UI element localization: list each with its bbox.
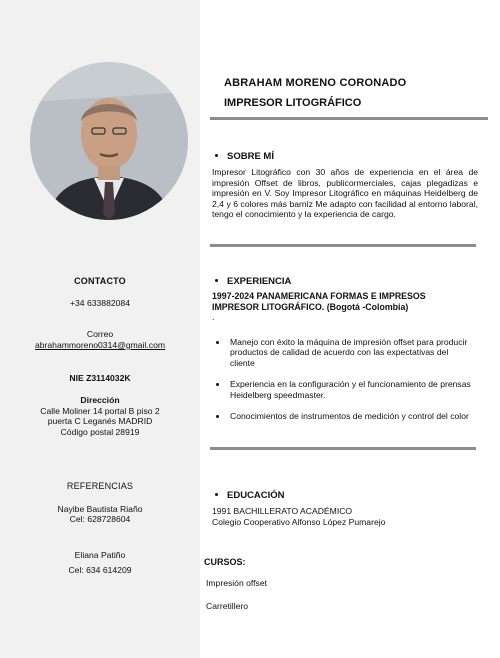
job-dates-company: 1997-2024 PANAMERICANA FORMAS E IMPRESOS [212, 291, 426, 301]
candidate-title: IMPRESOR LITOGRÁFICO [224, 97, 362, 109]
about-text: Impresor Litográfico con 30 años de experiencia en el área de impresión Offset de libros, publicormerciales, cajas plegadizas e impresión en V. Soy Impresor Litográfico en máquinas Heidelberg de 2,4 y 6 colores más barniz Me adapto con facilidad al entorno laboral, tengo el conocimiento y la experiencia de cargo. [212, 167, 478, 220]
address-line: Código postal 28919 [60, 426, 140, 437]
about-divider [210, 244, 476, 247]
education-degree: 1991 BACHILLERATO ACADÉMICO [212, 506, 353, 516]
list-item: Experiencia en la configuración y el funcionamiento de prensas Heidelberg speedmaster. [212, 379, 474, 400]
bullet-icon [215, 279, 218, 282]
contact-phone: +34 633882084 [70, 297, 130, 308]
experience-divider [210, 447, 476, 450]
email-label: Correo [86, 329, 114, 340]
address-label: Dirección [80, 394, 120, 405]
references-section [0, 481, 200, 576]
about-heading: SOBRE MÍ [215, 151, 274, 162]
contact-section [0, 276, 200, 437]
email-link[interactable]: abrahammoreno0314@gmail.com [34, 339, 166, 350]
experience-heading: EXPERIENCIA [215, 276, 291, 287]
job-role: IMPRESOR LITOGRÁFICO. (Bogotá -Colombia) [212, 301, 409, 312]
nie-number: NIE Z3114032K [69, 373, 131, 384]
experience-list [212, 337, 474, 432]
reference-phone: Cel: 628728604 [69, 514, 131, 525]
address-line: puerta C Leganés MADRID [47, 416, 153, 427]
bullet-icon [215, 154, 218, 157]
bullet-icon [215, 493, 218, 496]
reference-phone: Cel: 634 614209 [68, 565, 132, 576]
list-item: Manejo con éxito la máquina de impresión offset para producir productos de calidad de acuerdo con las expectativas del cliente [212, 337, 474, 368]
education-school: Colegio Cooperativo Alfonso López Pumarejo [212, 517, 386, 527]
education-entry [212, 506, 385, 528]
contact-heading: CONTACTO [74, 276, 126, 286]
profile-photo [30, 62, 188, 220]
candidate-name: ABRAHAM MORENO CORONADO [224, 77, 407, 89]
header [224, 77, 406, 109]
job-entry [212, 291, 426, 323]
reference-name: Eliana Patiño [74, 549, 126, 560]
reference-name: Nayibe Bautista Riaño [57, 503, 143, 514]
education-heading: EDUCACIÓN [215, 490, 285, 501]
list-item: Conocimientos de instrumentos de medición y control del color [212, 411, 474, 421]
job-dot: . [212, 312, 215, 323]
header-divider [210, 117, 488, 120]
course-item: Impresión offset [206, 578, 267, 588]
address-line: Calle Moliner 14 portal B piso 2 [40, 405, 160, 416]
course-item: Carretillero [206, 601, 249, 611]
courses-heading: CURSOS: [204, 557, 246, 567]
references-heading: REFERENCIAS [66, 481, 134, 491]
